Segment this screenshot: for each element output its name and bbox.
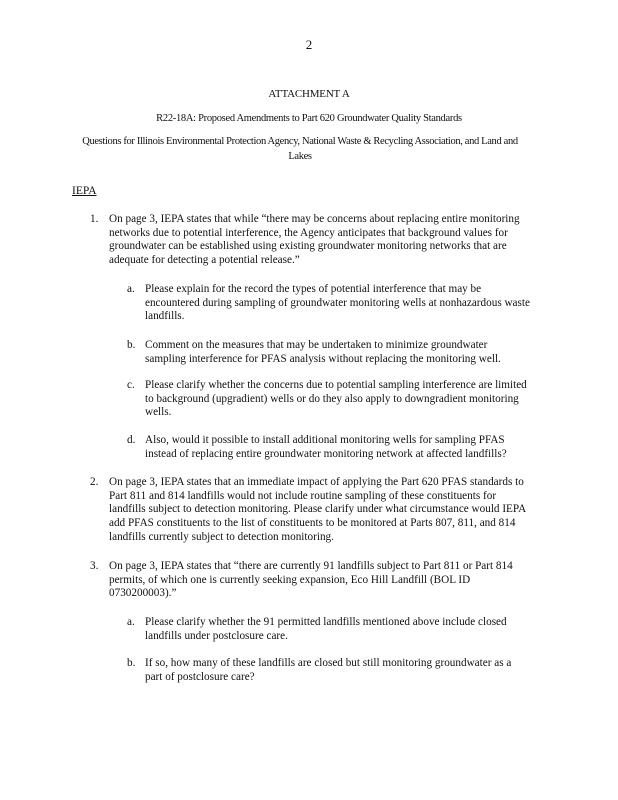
question-3b-text: If so, how many of these landfills are closed but still monitoring groundwater as a part of postclosure care?: [145, 657, 512, 683]
question-3a-text: Please clarify whether the 91 permitted landfills mentioned above include closed landfills under postclosure care.: [145, 616, 507, 642]
question-3a-letter: a.: [127, 616, 135, 628]
question-1d-text: Also, would it possible to install additional monitoring wells for sampling PFAS instead of replacing entire groundwater monitoring network at affected landfills?: [145, 434, 507, 460]
question-1a-letter: a.: [127, 283, 135, 295]
question-2-number: 2.: [90, 476, 99, 488]
question-1a-text: Please explain for the record the types of potential interference that may be encountered during sampling of groundwater monitoring wells at nonhazardous waste landfills.: [145, 283, 530, 323]
question-2-text: On page 3, IEPA states that an immediate impact of applying the Part 620 PFAS standards to Part 811 and 814 landfills would not include routine sampling of these constituents for landfills subject to detection monitoring. Please clarify under what circumstance would IEPA add PFAS constituents to the list of constituents to be monitored at Parts 807, 811, and 814 landfills currently subject to detection monitoring.: [109, 476, 526, 543]
question-3b-letter: b.: [127, 657, 136, 669]
question-1d-letter: d.: [127, 434, 136, 446]
question-3-text: On page 3, IEPA states that “there are currently 91 landfills subject to Part 811 or Part 814 permits, of which one is currently seeking expansion, Eco Hill Landfill (BOL ID 0730200003).”: [109, 560, 513, 600]
question-3-number: 3.: [90, 560, 99, 572]
question-1c-letter: c.: [127, 379, 135, 391]
section-heading-iepa: IEPA: [72, 185, 97, 197]
question-1b-text: Comment on the measures that may be undertaken to minimize groundwater sampling interference for PFAS analysis without replacing the monitoring well.: [145, 339, 501, 365]
question-1b-letter: b.: [127, 339, 136, 351]
question-1c-text: Please clarify whether the concerns due to potential sampling interference are limited to background (upgradient) wells or do they also apply to downgradient monitoring wells.: [145, 379, 527, 419]
page-number: 2: [305, 37, 313, 52]
question-1-number: 1.: [90, 213, 99, 225]
attachment-subtitle: R22-18A: Proposed Amendments to Part 620 Groundwater Quality Standards: [156, 113, 462, 124]
attachment-title: ATTACHMENT A: [268, 88, 350, 100]
attachment-questions-for: Questions for Illinois Environmental Protection Agency, National Waste & Recycling Association, and Land and Lakes: [82, 136, 518, 162]
question-1-text: On page 3, IEPA states that while “there may be concerns about replacing entire monitoring networks due to potential interference, the Agency anticipates that background values for groundwater can be established using existing groundwater monitoring networks that are adequate for detecting a potential release.”: [109, 213, 520, 267]
